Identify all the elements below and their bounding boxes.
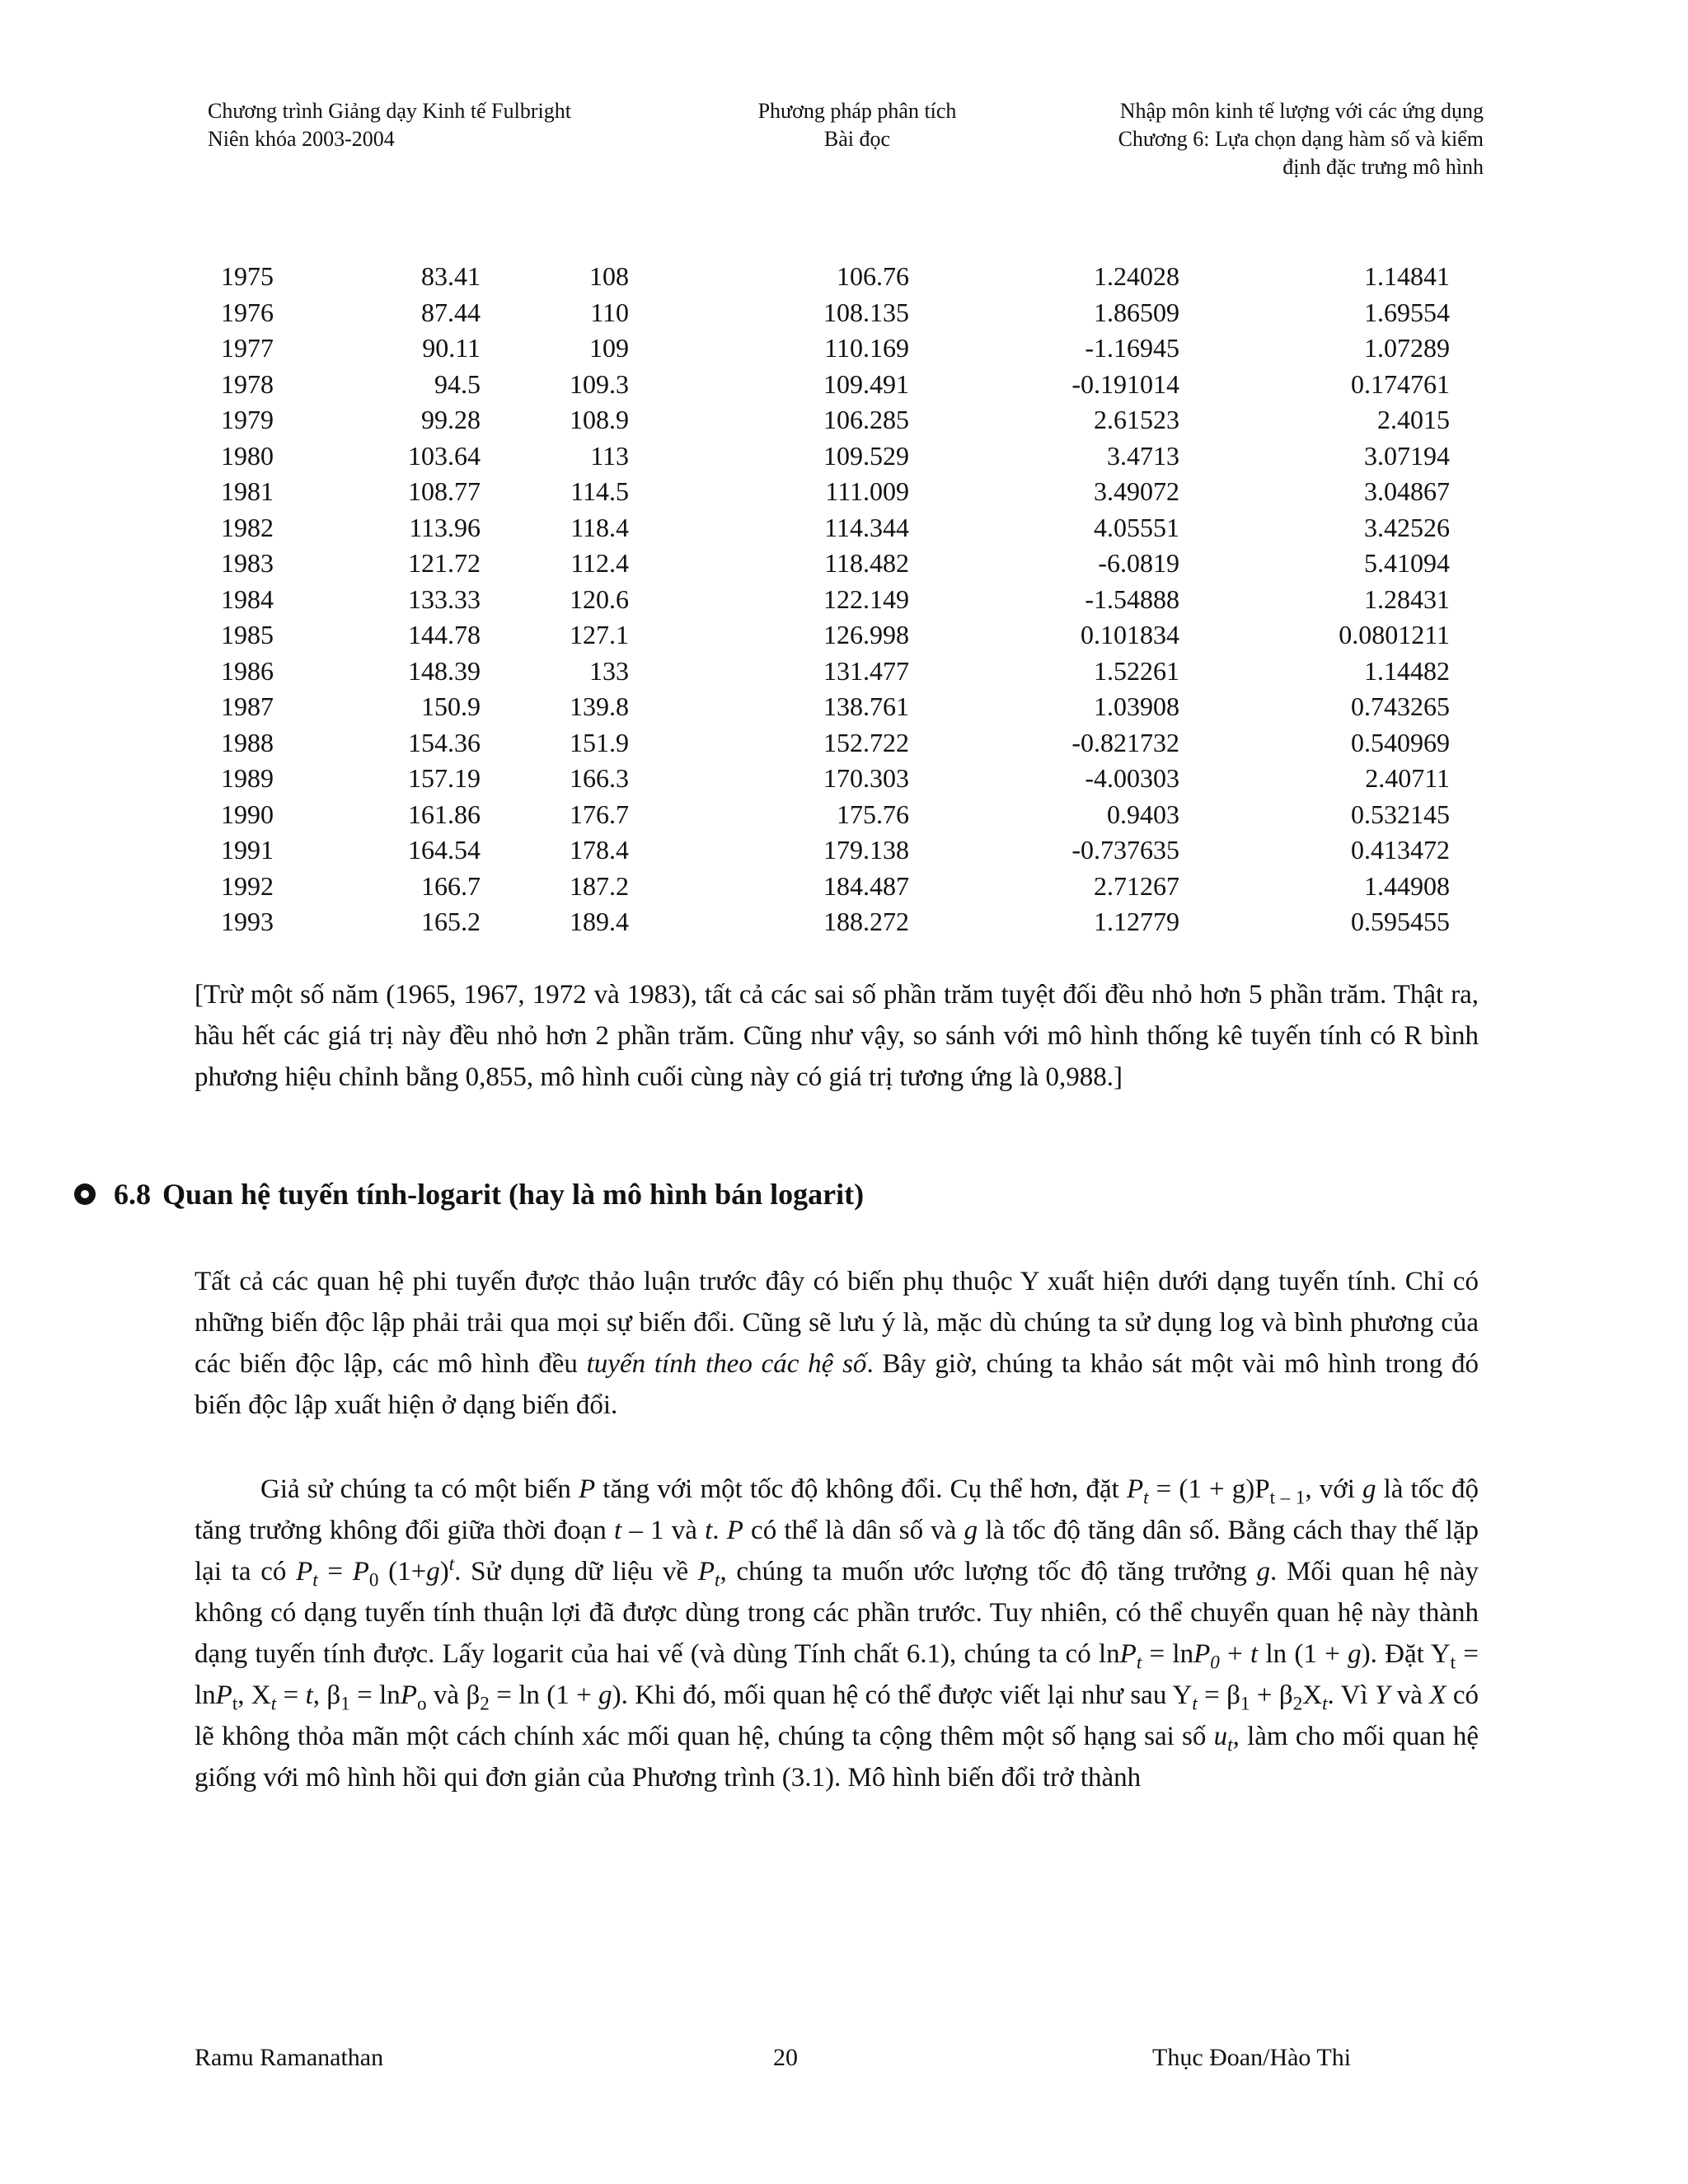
table-cell: 109.491 [823,368,909,399]
section-heading [74,1177,864,1212]
table-cell: 176.7 [570,799,629,829]
table-cell: 87.44 [421,297,481,327]
table-cell: 1.14841 [1364,261,1450,292]
table-cell: 148.39 [408,655,481,686]
table-cell: 2.4015 [1377,405,1450,435]
table-cell: 1.12779 [1094,907,1179,937]
table-cell: 1990 [221,799,274,829]
table-cell: 164.54 [408,835,481,865]
table-cell: 3.04867 [1364,476,1450,507]
table-row [221,295,1450,331]
table-cell: 166.3 [570,763,629,794]
table-cell: 118.4 [570,512,629,542]
header-subject: Phương pháp phân tích [757,99,957,123]
table-cell: 0.413472 [1351,835,1450,865]
footer-author: Ramu Ramanathan [195,2044,384,2071]
table-cell: 118.482 [824,548,909,579]
table-cell: 108.77 [408,476,481,507]
table-cell: 170.303 [823,763,909,794]
table-cell: 109.3 [570,368,629,399]
table-cell: 1977 [221,333,274,363]
table-cell: 2.71267 [1094,870,1179,901]
table-row [221,689,1450,725]
table-cell: 165.2 [421,907,481,937]
table-cell: 175.76 [837,799,909,829]
table-cell: 189.4 [570,907,629,937]
table-cell: 0.0801211 [1339,620,1450,650]
table-cell: 108.9 [570,405,629,435]
table-cell: 109.529 [823,440,909,471]
table-cell: 178.4 [570,835,629,865]
table-cell: 111.009 [825,476,909,507]
table-cell: 0.9403 [1107,799,1179,829]
table-cell: 0.101834 [1081,620,1179,650]
table-cell: 1986 [221,655,274,686]
table-cell: 114.5 [570,476,629,507]
table-cell: 0.174761 [1351,368,1450,399]
table-cell: 122.149 [823,583,909,614]
table-cell: 2.61523 [1094,405,1179,435]
table-cell: 1981 [221,476,274,507]
table-note: [Trừ một số năm (1965, 1967, 1972 và 1983), tất cả các sai số phần trăm tuyệt đối đều nhỏ hơn 5 phần trăm. Thật ra, hầu hết các giá trị này đều nhỏ hơn 2 phần trăm. Cũng như vậy, so sánh với mô hình thống kê tuyến tính có R bình phương hiệu chỉnh bằng 0,855, mô hình cuối cùng này có giá trị tương ứng là 0,988.] [195,980,1479,1092]
table-row [221,582,1450,618]
table-row [221,546,1450,582]
table-cell: 1975 [221,261,274,292]
table-cell: 1985 [221,620,274,650]
header-program: Chương trình Giảng dạy Kinh tế Fulbright [208,99,571,123]
table-cell: 152.722 [823,727,909,757]
table-cell: 109 [589,333,629,363]
table-cell: 0.532145 [1351,799,1450,829]
table-cell: 0.540969 [1351,727,1450,757]
table-cell: 3.4713 [1107,440,1179,471]
table-cell: -0.821732 [1071,727,1179,757]
page-number: 20 [773,2044,798,2071]
header-center [643,97,1071,153]
table-cell: 114.344 [824,512,909,542]
header-year: Niên khóa 2003-2004 [208,127,395,151]
table-cell: 151.9 [570,727,629,757]
table-cell: 179.138 [823,835,909,865]
table-cell: 0.743265 [1351,691,1450,722]
table-cell: 3.49072 [1094,476,1179,507]
table-cell: 1.44908 [1364,870,1450,901]
table-row [221,617,1450,654]
table-cell: 106.76 [837,261,909,292]
table-cell: 1.69554 [1364,297,1450,327]
table-cell: 112.4 [570,548,629,579]
table-row [221,510,1450,546]
table-cell: 127.1 [570,620,629,650]
table-cell: -0.737635 [1071,835,1179,865]
table-cell: 133 [589,655,629,686]
table-cell: 1983 [221,548,274,579]
table-cell: 108 [589,261,629,292]
header-doc-type: Bài đọc [823,127,891,151]
table-cell: 161.86 [408,799,481,829]
table-cell: -1.16945 [1085,333,1179,363]
table-cell: -4.00303 [1085,763,1179,794]
table-cell: -0.191014 [1071,368,1179,399]
table-row [221,869,1450,905]
table-cell: 188.272 [823,907,909,937]
table-cell: 1.24028 [1094,261,1179,292]
table-cell: 110.169 [824,333,909,363]
table-cell: 90.11 [422,333,481,363]
table-row [221,402,1450,438]
table-row [221,259,1450,295]
table-cell: 1993 [221,907,274,937]
table-cell: 103.64 [408,440,481,471]
table-row [221,330,1450,367]
table-cell: 83.41 [421,261,481,292]
table-cell: 1980 [221,440,274,471]
emphasis: tuyến tính theo các hệ số [586,1349,867,1379]
table-cell: 1991 [221,835,274,865]
table-row [221,654,1450,690]
table-cell: 3.07194 [1364,440,1450,471]
table-cell: 154.36 [408,727,481,757]
table-cell: 138.761 [823,691,909,722]
table-row [221,904,1450,940]
table-cell: 1978 [221,368,274,399]
table-cell: 1.52261 [1094,655,1179,686]
table-cell: 1984 [221,583,274,614]
table-row [221,761,1450,797]
table-cell: 3.42526 [1364,512,1450,542]
table-cell: 110 [590,297,629,327]
table-cell: 94.5 [434,368,481,399]
section-title: Quan hệ tuyến tính-logarit (hay là mô hình bán logarit) [162,1178,865,1211]
table-cell: 1992 [221,870,274,901]
table-cell: 166.7 [421,870,481,901]
bullet-icon [74,1183,96,1205]
table-cell: 108.135 [823,297,909,327]
table-row [221,832,1450,869]
table-cell: 1979 [221,405,274,435]
data-table [221,259,1450,940]
header-right [1118,97,1484,181]
header-book: Nhập môn kinh tế lượng với các ứng dụng [1119,99,1484,123]
table-cell: 120.6 [570,583,629,614]
table-cell: 1.07289 [1364,333,1450,363]
table-row [221,438,1450,475]
table-cell: 113 [590,440,629,471]
table-cell: 2.40711 [1365,763,1450,794]
table-cell: 187.2 [570,870,629,901]
table-cell: 0.595455 [1351,907,1450,937]
table-cell: 131.477 [823,655,909,686]
table-row [221,367,1450,403]
table-cell: 139.8 [570,691,629,722]
table-cell: 133.33 [408,583,481,614]
table-cell: 1.28431 [1364,583,1450,614]
table-cell: -1.54888 [1085,583,1179,614]
table-cell: -6.0819 [1098,548,1179,579]
table-cell: 1989 [221,763,274,794]
table-cell: 1988 [221,727,274,757]
header-chapter: Chương 6: Lựa chọn dạng hàm số và kiểm [1118,127,1484,151]
table-cell: 106.285 [823,405,909,435]
table-row [221,797,1450,833]
table-cell: 1976 [221,297,274,327]
table-cell: 157.19 [408,763,481,794]
header-left [208,97,571,153]
table-cell: 1.14482 [1364,655,1450,686]
table-cell: 150.9 [421,691,481,722]
table-row [221,725,1450,762]
table-cell: 184.487 [823,870,909,901]
table-row [221,474,1450,510]
table-cell: 144.78 [408,620,481,650]
table-cell: 113.96 [409,512,481,542]
paragraph-1: Tất cả các quan hệ phi tuyến được thảo luận trước đây có biến phụ thuộc Y xuất hiện dưới dạng tuyến tính. Chỉ có những biến độc lập phải trải qua mọi sự biến đổi. Cũng sẽ lưu ý là, mặc dù chúng ta sử dụng log và bình phương của các biến độc lập, các mô hình đều tuyến tính theo các hệ số. Bây giờ, chúng ta khảo sát một vài mô hình trong đó biến độc lập xuất hiện ở dạng biến đổi. [195,1267,1479,1420]
table-cell: 121.72 [408,548,481,579]
table-cell: 99.28 [421,405,481,435]
table-cell: 1982 [221,512,274,542]
paragraph-2: Giả sử chúng ta có một biến P tăng với một tốc độ không đổi. Cụ thể hơn, đặt $P_t = (1 + g)P_{t - 1}$, với g là tốc độ tăng trưởng không đổi giữa thời đoạn t – 1 và t. P có thể là dân số và g là tốc độ tăng dân số. Bằng cách thay thế lặp lại ta có $P_t = P_0$ $(1+g)^t$. Sử dụng dữ liệu về $P_t$, chúng ta muốn ước lượng tốc độ tăng trưởng g. Mối quan hệ này không có dạng tuyến tính thuận lợi đã được dùng trong các phần trước. Tuy nhiên, có thể chuyển quan hệ này thành dạng tuyến tính được. Lấy logarit của hai vế (và dùng Tính chất 6.1), chúng ta có lnP$_t$ = lnP$_0$ + t ln (1 + g). Đặt $Y_t = \ln P_t$, $X_t = t$, $\beta_1 = \ln P_o$ và $\beta_2 = \ln (1 + g)$. Khi đó, mối quan hệ có thể được viết lại như sau $Y_t = \beta_1 + \beta_2X_t$. Vì Y và X có lẽ không thỏa mãn một cách chính xác mối quan hệ, chúng ta cộng thêm một số hạng sai số $u_t$, làm cho mối quan hệ giống với mô hình hồi qui đơn giản của Phương trình (3.1). Mô hình biến đổi trở thành [195,1474,1479,1793]
table-cell: 5.41094 [1364,548,1450,579]
header-chapter-cont: định đặc trưng mô hình [1282,155,1484,179]
table-cell: 126.998 [823,620,909,650]
table-cell: 1.03908 [1094,691,1179,722]
footer-translators: Thục Đoan/Hào Thi [1152,2044,1352,2071]
section-number: 6.8 [114,1178,151,1211]
table-cell: 4.05551 [1094,512,1179,542]
table-cell: 1987 [221,691,274,722]
table-cell: 1.86509 [1094,297,1179,327]
